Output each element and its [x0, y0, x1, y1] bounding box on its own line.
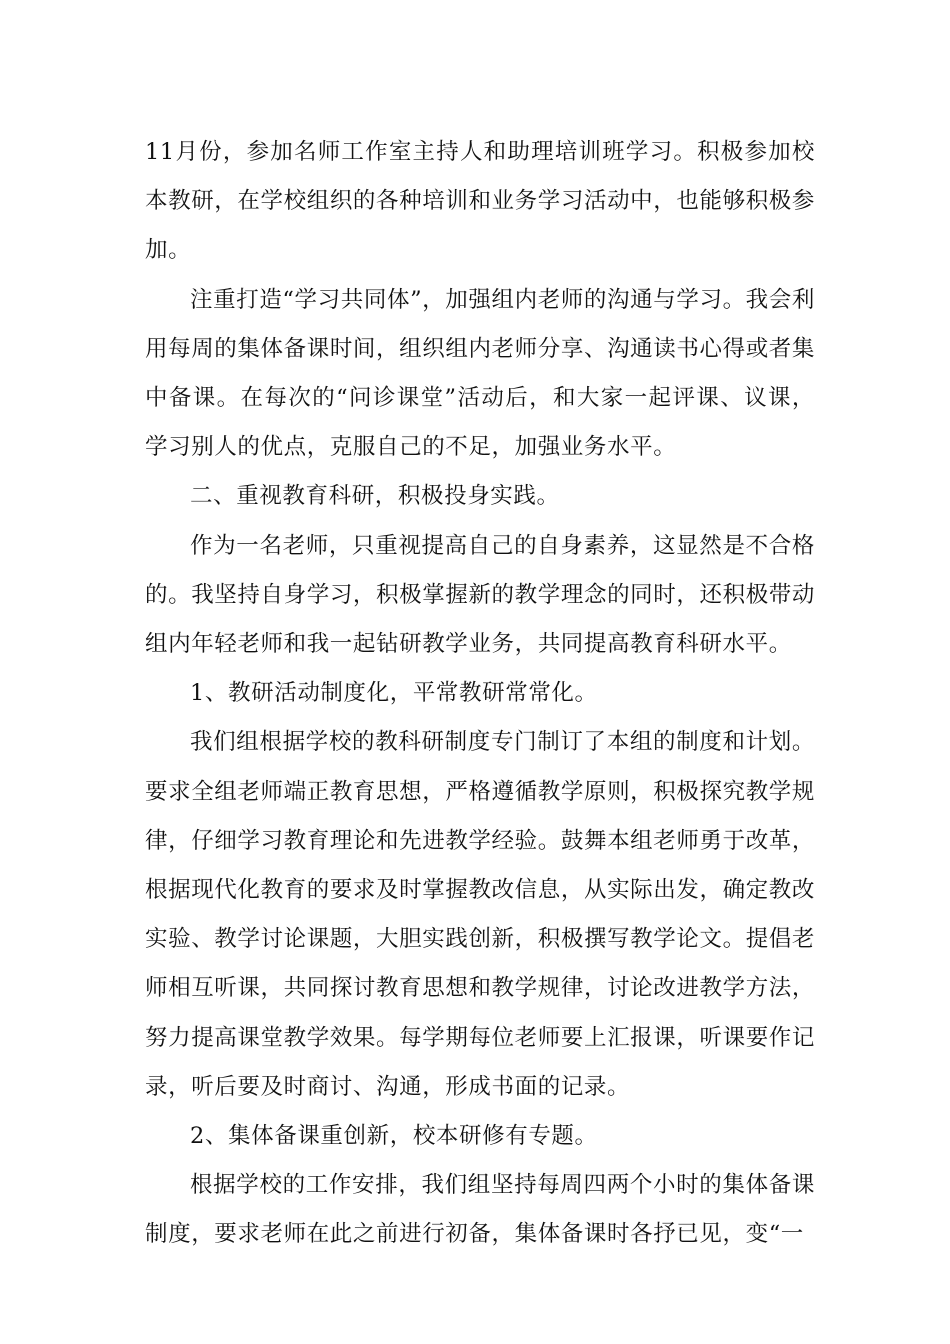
paragraph-learning-community: 注重打造“学习共同体”，加强组内老师的沟通与学习。我会利用每周的集体备课时间，组织组内老师分享、沟通读书心得或者集中备课。在每次的“问诊课堂”活动后，和大家一起评课、议课，学习别人的优点，克服自己的不足，加强业务水平。	[145, 286, 815, 461]
paragraph-collective-prep: 根据学校的工作安排，我们组坚持每周四两个小时的集体备课制度，要求老师在此之前进行初备，集体备课时各抒已见，变“一	[145, 1172, 815, 1248]
paragraph-group-system: 我们组根据学校的教科研制度专门制订了本组的制度和计划。要求全组老师端正教育思想，严格遵循教学原则，积极探究教学规律，仔细学习教育理论和先进教学经验。鼓舞本组老师勇于改革，根据现代化教育的要求及时掌握教改信息，从实际出发，确定教改实验、教学讨论课题，大胆实践创新，积极撰写教学论文。提倡老师相互听课，共同探讨教育思想和教学规律，讨论改进教学方法，努力提高课堂教学效果。每学期每位老师要上汇报课，听课要作记录，听后要及时商讨、沟通，形成书面的记录。	[145, 729, 815, 1100]
subheading-2: 2、集体备课重创新，校本研修有专题。	[190, 1123, 598, 1150]
subheading-1: 1、教研活动制度化，平常教研常常化。	[190, 680, 598, 707]
paragraph-self-study: 作为一名老师，只重视提高自己的自身素养，这显然是不合格的。我坚持自身学习，积极掌握新的教学理念的同时，还积极带动组内年轻老师和我一起钻研教学业务，共同提高教育科研水平。	[145, 532, 815, 658]
paragraph-continuation: 11月份，参加名师工作室主持人和助理培训班学习。积极参加校本教研，在学校组织的各种培训和业务学习活动中，也能够积极参加。	[145, 139, 815, 264]
section-heading-research: 二、重视教育科研，积极投身实践。	[190, 483, 560, 510]
document-body	[145, 128, 815, 1260]
